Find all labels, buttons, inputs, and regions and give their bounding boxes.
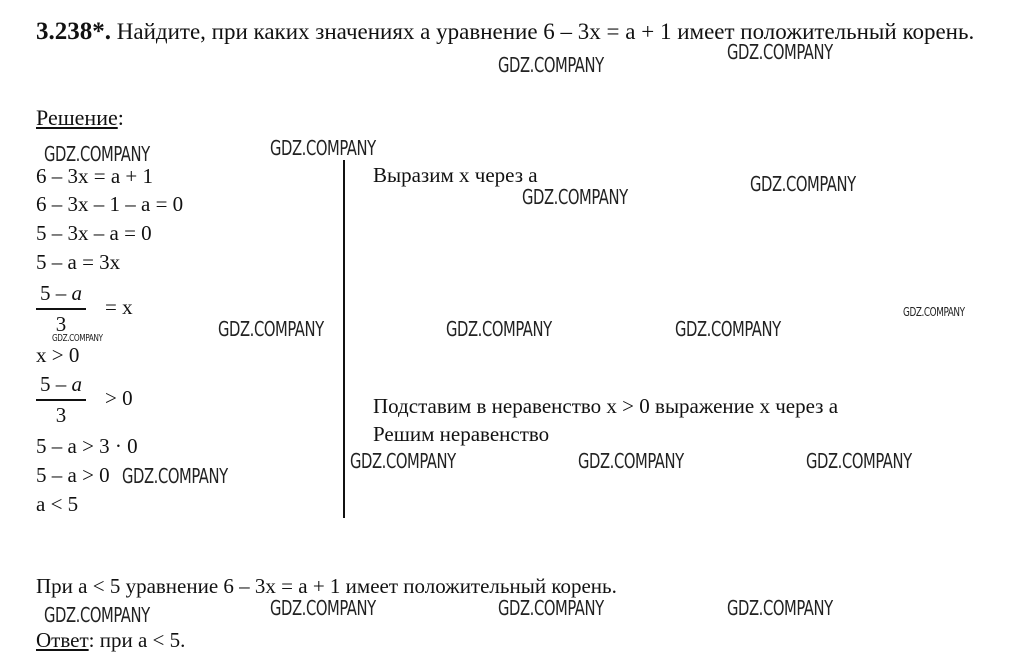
problem-text: Найдите, при каких значениях а уравнение 6 – 3x = a + 1 имеет положительный корень.: [116, 19, 975, 44]
watermark: GDZ.COMPANY: [446, 317, 552, 341]
step-2: 6 – 3x – 1 – a = 0: [36, 192, 184, 216]
watermark: GDZ.COMPANY: [727, 40, 833, 64]
step-8: a < 5: [36, 492, 79, 516]
fraction-2-bar: [36, 399, 86, 401]
watermark: GDZ.COMPANY: [52, 333, 103, 344]
watermark: GDZ.COMPANY: [675, 317, 781, 341]
solution-label-colon: :: [117, 105, 124, 130]
watermark: GDZ.COMPANY: [903, 305, 965, 319]
fraction-1-bar: [36, 308, 86, 310]
watermark: GDZ.COMPANY: [806, 449, 912, 473]
fraction-2-rhs: > 0: [105, 386, 133, 410]
watermark: GDZ.COMPANY: [44, 603, 150, 627]
fraction-1: [36, 281, 86, 337]
watermark: GDZ.COMPANY: [122, 464, 228, 488]
step-7: 5 – a > 0: [36, 463, 110, 487]
fraction-1-denominator: 3: [55, 311, 67, 336]
answer: [36, 628, 185, 653]
step-5: x > 0: [36, 343, 80, 367]
watermark: GDZ.COMPANY: [522, 185, 628, 209]
conclusion: При a < 5 уравнение 6 – 3x = a + 1 имеет положительный корень.: [36, 574, 617, 598]
problem-number: 3.238*.: [36, 18, 111, 45]
fraction-2: [36, 372, 86, 428]
step-3: 5 – 3x – a = 0: [36, 221, 152, 245]
watermark: GDZ.COMPANY: [44, 142, 150, 166]
vertical-divider: [343, 160, 345, 518]
watermark: GDZ.COMPANY: [218, 317, 324, 341]
answer-text: : при a < 5.: [88, 628, 186, 652]
note-solve-inequality: Решим неравенство: [373, 422, 550, 446]
fraction-2-numerator: 5 – a: [40, 372, 82, 396]
fraction-1-rhs: = x: [105, 295, 133, 319]
solution-label: [36, 105, 124, 131]
watermark: GDZ.COMPANY: [270, 136, 376, 160]
watermark: GDZ.COMPANY: [350, 449, 456, 473]
watermark: GDZ.COMPANY: [750, 172, 856, 196]
note-substitute: Подставим в неравенство x > 0 выражение x через a: [373, 394, 839, 418]
watermark: GDZ.COMPANY: [270, 596, 376, 620]
watermark: GDZ.COMPANY: [727, 596, 833, 620]
step-1: 6 – 3x = a + 1: [36, 164, 154, 188]
step-4: 5 – a = 3x: [36, 250, 121, 274]
step-6: 5 – a > 3 · 0: [36, 434, 138, 458]
fraction-2-denominator: 3: [55, 402, 67, 427]
watermark: GDZ.COMPANY: [578, 449, 684, 473]
answer-label: Ответ: [36, 628, 89, 652]
watermark: GDZ.COMPANY: [498, 53, 604, 77]
fraction-1-numerator: 5 – a: [40, 281, 82, 305]
problem-statement: [36, 14, 1011, 50]
note-express-x: Выразим x через a: [373, 163, 538, 187]
watermark: GDZ.COMPANY: [498, 596, 604, 620]
solution-label-text: Решение: [36, 105, 118, 130]
